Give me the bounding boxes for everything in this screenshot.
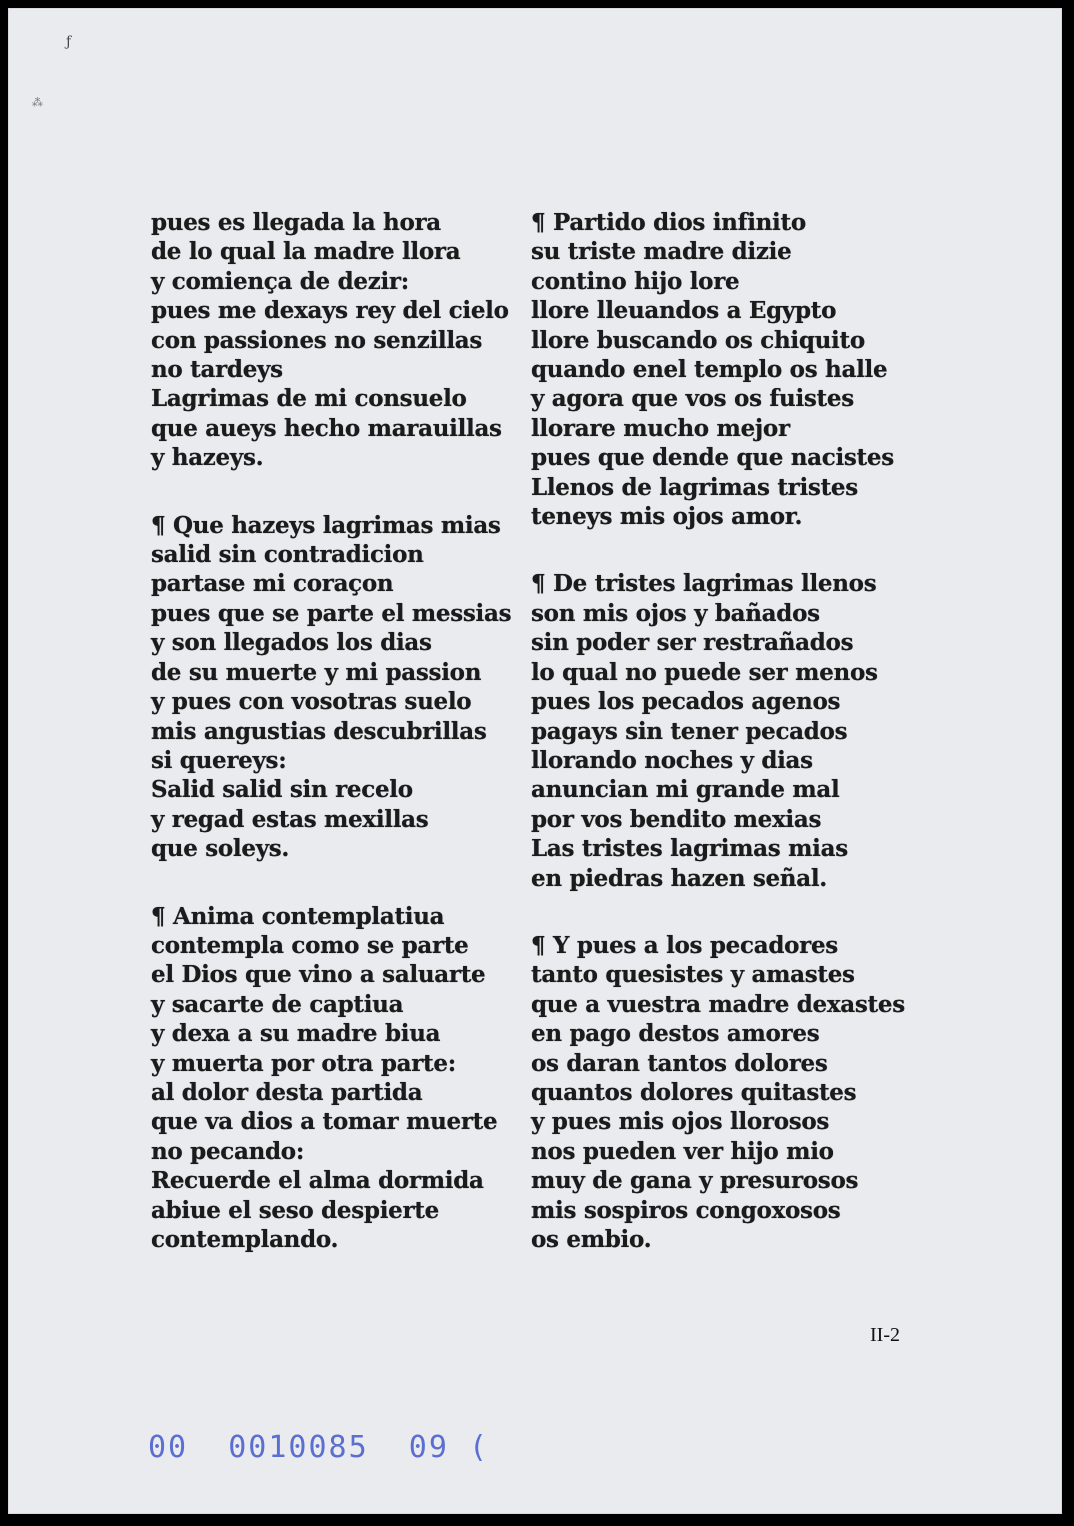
left-column [151, 208, 551, 1254]
verse-line: ¶ Que hazeys lagrimas mias [151, 511, 501, 539]
verse-line: no pecando: [151, 1137, 305, 1165]
stanza [151, 902, 551, 1255]
verse-line: llore buscando os chiquito [531, 326, 865, 354]
verse-line: ¶ De tristes lagrimas llenos [531, 570, 877, 598]
verse-line: mis sospiros congoxosos [531, 1196, 841, 1224]
verse-line: salid sin contradicion [151, 541, 424, 569]
verse-line: y hazeys. [151, 444, 264, 472]
verse-line: el Dios que vino a saluarte [151, 961, 486, 989]
verse-line: pues que dende que nacistes [531, 444, 894, 472]
verse-line: que a vuestra madre dexastes [531, 990, 905, 1018]
verse-line: en pago destos amores [531, 1020, 820, 1048]
stanza [151, 208, 551, 473]
verse-line: que aueys hecho marauillas [151, 414, 502, 442]
verse-line: teneys mis ojos amor. [531, 503, 803, 531]
stanza [531, 931, 931, 1254]
corner-mark: ⁂ [32, 96, 43, 109]
verse-line: con passiones no senzillas [151, 326, 483, 354]
verse-line: y son llegados los dias [151, 629, 432, 657]
verse-line: quantos dolores quitastes [531, 1078, 857, 1106]
verse-line: contempla como se parte [151, 931, 469, 959]
stanza [531, 569, 931, 892]
verse-line: llorando noches y dias [531, 746, 813, 774]
archive-stamp: 00 0010085 09 ( [148, 1430, 490, 1465]
right-column [531, 208, 931, 1254]
verse-line: de su muerte y mi passion [151, 658, 482, 686]
verse-line: abiue el seso despierte [151, 1196, 439, 1224]
verse-line: lo qual no puede ser menos [531, 658, 878, 686]
verse-line: anuncian mi grande mal [531, 776, 840, 804]
verse-line: y dexa a su madre biua [151, 1020, 441, 1048]
corner-mark: ƒ [66, 34, 72, 50]
verse-line: os embio. [531, 1226, 652, 1253]
verse-line: son mis ojos y bañados [531, 599, 820, 627]
verse-line: al dolor desta partida [151, 1078, 423, 1106]
stanza [531, 208, 931, 531]
verse-line: si quereys: [151, 746, 287, 774]
verse-line: de lo qual la madre llora [151, 238, 461, 266]
verse-line: Salid salid sin recelo [151, 776, 413, 804]
verse-line: tanto quesistes y amastes [531, 961, 855, 989]
verse-line: quando enel templo os halle [531, 356, 888, 384]
verse-line: nos pueden ver hijo mio [531, 1137, 834, 1165]
verse-line: partase mi coraçon [151, 570, 394, 598]
verse-line: en piedras hazen señal. [531, 864, 827, 892]
verse-line: mis angustias descubrillas [151, 717, 487, 745]
verse-line: no tardeys [151, 356, 283, 384]
verse-line: que soleys. [151, 835, 290, 863]
page-number: II-2 [870, 1324, 900, 1346]
stanza [151, 511, 551, 864]
verse-line: pues es llegada la hora [151, 209, 441, 236]
verse-line: ¶ Y pues a los pecadores [531, 931, 838, 959]
verse-line: pagays sin tener pecados [531, 717, 848, 745]
verse-line: y comiença de dezir: [151, 267, 409, 295]
verse-line: contino hijo lore [531, 267, 740, 295]
verse-line: y pues con vosotras suelo [151, 688, 472, 716]
verse-line: contemplando. [151, 1226, 339, 1253]
verse-line: muy de gana y presurosos [531, 1167, 859, 1195]
verse-line: llorare mucho mejor [531, 414, 790, 442]
verse-line: Recuerde el alma dormida [151, 1167, 484, 1195]
verse-line: por vos bendito mexias [531, 805, 822, 833]
verse-line: y agora que vos os fuistes [531, 385, 854, 413]
verse-line: sin poder ser restrañados [531, 629, 854, 657]
verse-line: y regad estas mexillas [151, 805, 429, 833]
verse-line: ¶ Anima contemplatiua [151, 902, 445, 930]
verse-line: Las tristes lagrimas mias [531, 835, 848, 863]
verse-line: y pues mis ojos llorosos [531, 1108, 830, 1136]
verse-line: y muerta por otra parte: [151, 1049, 456, 1077]
verse-line: pues que se parte el messias [151, 599, 512, 627]
verse-line: su triste madre dizie [531, 238, 792, 266]
verse-line: pues los pecados agenos [531, 688, 841, 716]
verse-line: Llenos de lagrimas tristes [531, 473, 858, 501]
verse-line: os daran tantos dolores [531, 1049, 828, 1077]
verse-line: ¶ Partido dios infinito [531, 209, 806, 236]
verse-line: llore lleuandos a Egypto [531, 297, 837, 325]
verse-line: Lagrimas de mi consuelo [151, 385, 467, 413]
verse-line: y sacarte de captiua [151, 990, 404, 1018]
document-page [8, 8, 1062, 1514]
verse-line: que va dios a tomar muerte [151, 1108, 498, 1136]
verse-line: pues me dexays rey del cielo [151, 297, 509, 325]
